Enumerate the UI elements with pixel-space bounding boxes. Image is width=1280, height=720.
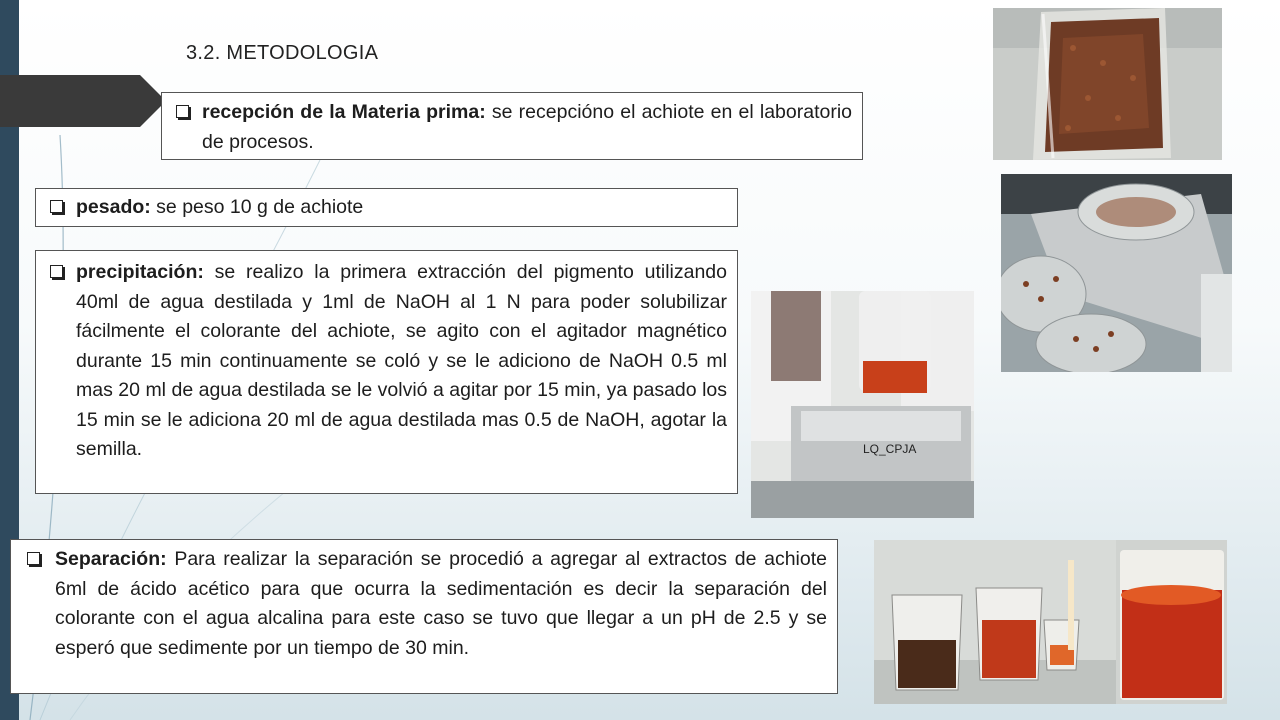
photo-seed-bag: [993, 8, 1222, 160]
step-reception-box: [161, 92, 863, 160]
step-separation-text: Para realizar la separación se procedió a agregar al extractos de achiote 6ml de ácido acético para que ocurra la sedimentación es decir la separación del colorante con el agua alcalina para este caso se tuvo que llegar a un pH de 2.5 y se esperó que sedimente por un tiempo de 30 min.: [55, 548, 827, 659]
slide-title: 3.2. METODOLOGIA: [186, 42, 379, 64]
step-separation-box: [10, 539, 838, 694]
photo-pigment-closeup: [1116, 540, 1227, 704]
checkbox-bullet-icon: [176, 105, 189, 118]
step-reception-item: [162, 98, 862, 157]
stirrer-label: LQ_CPJA: [863, 442, 917, 456]
step-separation-keyword: Separación:: [55, 548, 167, 570]
checkbox-bullet-icon: [27, 552, 40, 565]
step-weighing-box: [35, 188, 738, 227]
step-reception-text: se recepcióno el achiote en el laboratorio de procesos.: [202, 101, 852, 153]
step-precipitation-item: [36, 258, 737, 465]
photo-weighing-scale: [1001, 174, 1232, 372]
photo-beakers: [874, 540, 1116, 704]
step-precipitation-text: se realizo la primera extracción del pigmento utilizando 40ml de agua destilada y 1ml de NaOH al 1 N para poder solubilizar fácilmente el colorante del achiote, se agito con el agitador magnético durante 15 min continuamente se coló y se le adiciono de NaOH 0.5 ml mas 20 ml de agua destilada se le volvió a agitar por 15 min, ya pasado los 15 min se le adiciona 20 ml de agua destilada mas 0.5 de NaOH, agotar la semilla.: [76, 261, 727, 460]
photo-magnetic-stirrer: [751, 291, 974, 518]
step-precipitation-keyword: precipitación:: [76, 261, 204, 283]
step-precipitation-box: [35, 250, 738, 494]
step-weighing-text: se peso 10 g de achiote: [150, 196, 364, 218]
checkbox-bullet-icon: [50, 265, 63, 278]
checkbox-bullet-icon: [50, 200, 63, 213]
step-weighing-item: [36, 193, 737, 223]
step-reception-keyword: recepción de la Materia prima:: [202, 101, 486, 123]
step-separation-item: [11, 545, 837, 663]
title-arrow-tab: [0, 75, 166, 127]
step-weighing-keyword: pesado:: [76, 196, 151, 218]
